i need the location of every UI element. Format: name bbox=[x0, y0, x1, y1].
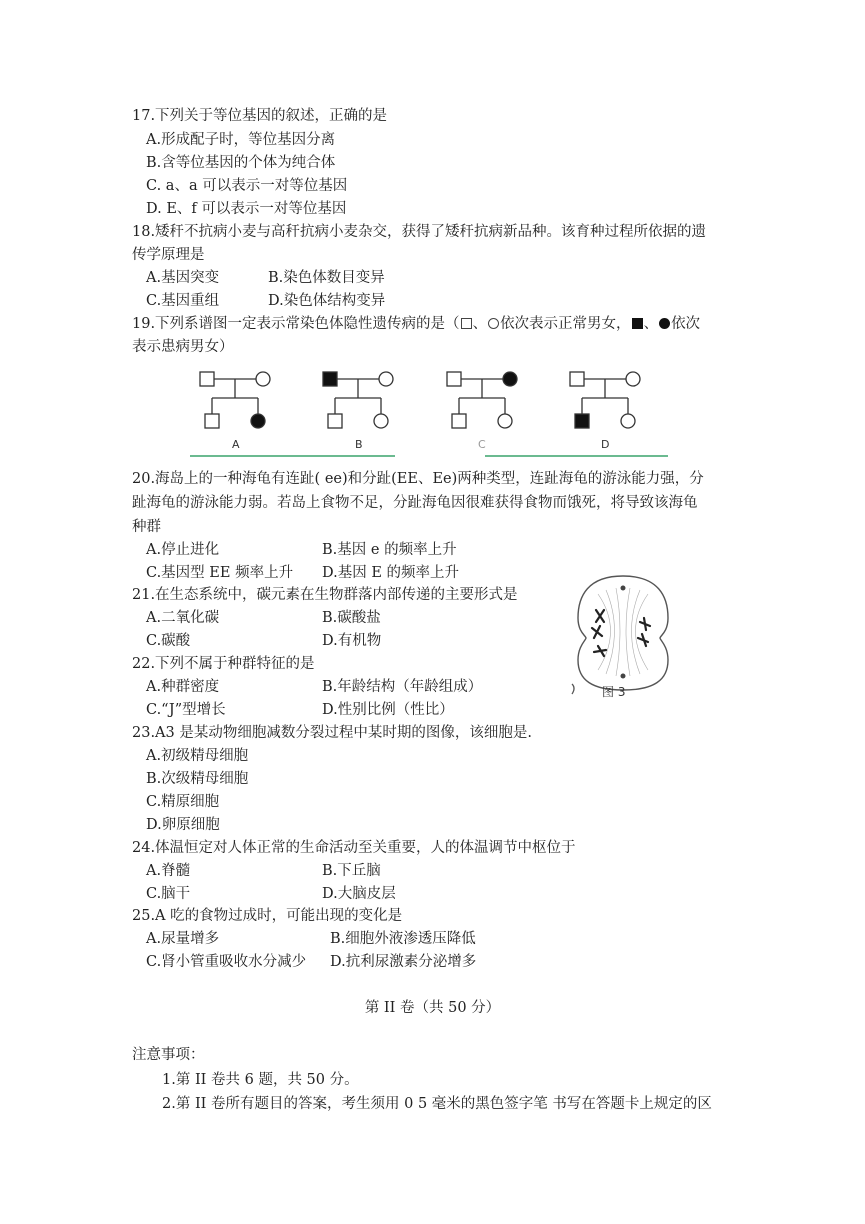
q19-stem-mid2: 依次 bbox=[671, 316, 701, 332]
q17-option-c: C. a、a 可以表示一对等位基因 bbox=[146, 178, 348, 194]
q19-stem-mid1: 依次表示正常男女， bbox=[500, 316, 631, 332]
q17-option-b: B.含等位基因的个体为纯合体 bbox=[146, 155, 336, 171]
q24-option-c: C.脑干 bbox=[146, 886, 191, 902]
q24-option-b: B.下丘脑 bbox=[322, 863, 381, 879]
q17-option-d: D. E、f 可以表示一对等位基因 bbox=[146, 201, 347, 217]
q25-option-a: A.尿量增多 bbox=[146, 931, 220, 947]
q25-stem: 25.A 吃的食物过成时，可能出现的变化是 bbox=[132, 908, 403, 924]
pedigree-c-mother-affected bbox=[503, 372, 517, 386]
pedigree-a bbox=[200, 372, 270, 428]
pedigree-b-daughter-normal bbox=[374, 414, 388, 428]
section2-title: 第 II 卷（共 50 分） bbox=[364, 1000, 501, 1016]
pedigree-diagrams bbox=[190, 362, 670, 462]
pedigree-b bbox=[323, 372, 393, 428]
q23-option-d: D.卵原细胞 bbox=[146, 817, 220, 833]
q21-option-a: A.二氧化碳 bbox=[146, 610, 220, 626]
q18-option-a: A.基因突变 bbox=[146, 270, 220, 286]
pedigree-label-c: C bbox=[478, 438, 486, 451]
figure3-cell-division bbox=[568, 566, 678, 701]
pedigree-a-son-normal bbox=[205, 414, 219, 428]
q18-stem-line2: 传学原理是 bbox=[132, 247, 205, 263]
centriole-bottom bbox=[621, 674, 626, 679]
pedigree-label-d: D bbox=[601, 438, 610, 451]
q22-option-a: A.种群密度 bbox=[146, 679, 220, 695]
pedigree-a-mother-normal bbox=[256, 372, 270, 386]
q21-option-d: D.有机物 bbox=[322, 633, 382, 649]
q21-option-b: B.碳酸盐 bbox=[322, 610, 381, 626]
q22-stem: 22.下列不属于种群特征的是 bbox=[132, 656, 315, 672]
pedigree-label-a: A bbox=[232, 438, 240, 451]
pedigree-d-son-affected bbox=[575, 414, 589, 428]
q23-option-b: B.次级精母细胞 bbox=[146, 771, 249, 787]
pedigree-b-son-normal bbox=[328, 414, 342, 428]
q23-stem: 23.A3 是某动物细胞减数分裂过程中某时期的图像，该细胞是. bbox=[132, 725, 532, 741]
section2-notes-title: 注意事项： bbox=[132, 1047, 205, 1063]
pedigree-d-father-normal bbox=[570, 372, 584, 386]
centriole-top bbox=[621, 586, 626, 591]
q18-option-d: D.染色体结构变异 bbox=[268, 293, 386, 309]
pedigree-c bbox=[447, 372, 517, 428]
q18-option-c: C.基因重组 bbox=[146, 293, 220, 309]
pedigree-a-father-normal bbox=[200, 372, 214, 386]
q20-stem-line3: 种群 bbox=[132, 519, 161, 535]
pedigree-d bbox=[570, 372, 640, 428]
q20-option-a: A.停止进化 bbox=[146, 542, 220, 558]
affected-female-circle-icon bbox=[659, 318, 670, 329]
q18-stem-line1: 18.矮秆不抗病小麦与高秆抗病小麦杂交，获得了矮秆抗病新品种。该育种过程所依据的遗 bbox=[132, 224, 707, 240]
q17-stem: 17.下列关于等位基因的叙述，正确的是 bbox=[132, 108, 388, 124]
pedigree-b-mother-normal bbox=[379, 372, 393, 386]
q21-stem: 21.在生态系统中，碳元素在生物群落内部传递的主要形式是 bbox=[132, 587, 518, 603]
q19-stem-line1: 19.下列系谱图一定表示常染色体隐性遗传病的是（ 、 依次表示正常男女， 、 依次 bbox=[132, 316, 701, 332]
q20-option-d: D.基因 E 的频率上升 bbox=[322, 565, 460, 581]
q22-option-c: C.“J”型增长 bbox=[146, 702, 226, 718]
q25-option-c: C.肾小管重吸收水分减少 bbox=[146, 954, 307, 970]
q18-option-b: B.染色体数目变异 bbox=[268, 270, 385, 286]
q25-option-d: D.抗利尿激素分泌增多 bbox=[330, 954, 477, 970]
q24-option-a: A.脊髓 bbox=[146, 863, 191, 879]
chromosomes bbox=[592, 610, 650, 656]
normal-female-circle-icon bbox=[488, 318, 499, 329]
section2-note-1: 1.第 II 卷共 6 题，共 50 分。 bbox=[162, 1072, 359, 1088]
q19-stem-prefix: 19.下列系谱图一定表示常染色体隐性遗传病的是（ bbox=[132, 316, 460, 332]
q21-option-c: C.碳酸 bbox=[146, 633, 191, 649]
section2-note-2: 2.第 II 卷所有题目的答案，考生须用 0 5 毫米的黑色签字笔 书写在答题卡上规定的区 bbox=[162, 1096, 712, 1112]
q23-option-a: A.初级精母细胞 bbox=[146, 748, 249, 764]
q20-stem-line2: 趾海龟的游泳能力弱。若岛上食物不足，分趾海龟因很难获得食物而饿死，将导致该海龟 bbox=[132, 495, 698, 511]
pedigree-b-father-affected bbox=[323, 372, 337, 386]
pedigree-label-b: B bbox=[355, 438, 363, 451]
q17-option-a: A.形成配子时，等位基因分离 bbox=[146, 132, 336, 148]
pedigree-d-mother-normal bbox=[626, 372, 640, 386]
normal-male-square-icon bbox=[461, 318, 472, 329]
figure3-label: 图 3 bbox=[602, 685, 626, 699]
pedigree-a-daughter-affected bbox=[251, 414, 265, 428]
q19-stem-line2: 表示患病男女） bbox=[132, 339, 234, 355]
pedigree-d-daughter-normal bbox=[621, 414, 635, 428]
q20-option-c: C.基因型 EE 频率上升 bbox=[146, 565, 294, 581]
q24-stem: 24.体温恒定对人体正常的生命活动至关重要，人的体温调节中枢位于 bbox=[132, 840, 576, 856]
pedigree-c-daughter-normal bbox=[498, 414, 512, 428]
q20-option-b: B.基因 e 的频率上升 bbox=[322, 542, 457, 558]
affected-male-square-icon bbox=[632, 318, 643, 329]
q24-option-d: D.大脑皮层 bbox=[322, 886, 396, 902]
q23-option-c: C.精原细胞 bbox=[146, 794, 220, 810]
pedigree-c-son-normal bbox=[452, 414, 466, 428]
pedigree-c-father-normal bbox=[447, 372, 461, 386]
q25-option-b: B.细胞外液渗透压降低 bbox=[330, 931, 476, 947]
q20-stem-line1: 20.海岛上的一种海龟有连趾( ee)和分趾(EE、Ee)两种类型，连趾海龟的游泳能力强，分 bbox=[132, 471, 704, 487]
cell-membrane bbox=[578, 576, 668, 690]
q22-option-b: B.年龄结构（年龄组成） bbox=[322, 679, 483, 695]
q22-option-d: D.性别比例（性比） bbox=[322, 702, 454, 718]
